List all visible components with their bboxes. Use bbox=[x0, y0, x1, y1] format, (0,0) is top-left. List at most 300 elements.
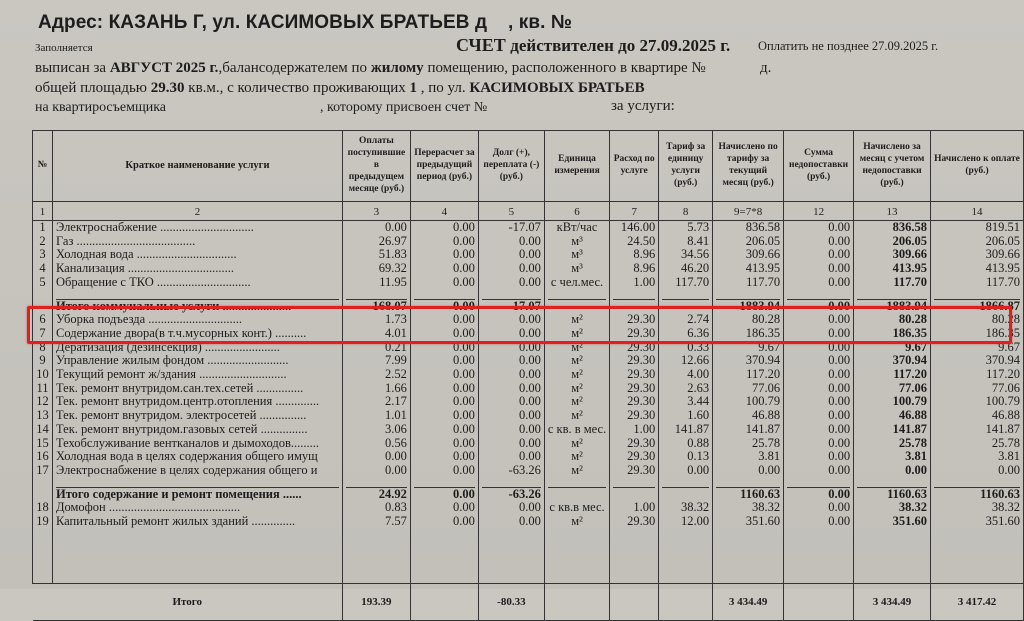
cell-usage: 1.00 bbox=[610, 501, 659, 515]
table-row bbox=[33, 354, 1024, 368]
cell-tariff: 0.13 bbox=[659, 450, 713, 464]
table-row bbox=[33, 248, 1024, 262]
cell-to-pay: 309.66 bbox=[931, 248, 1024, 262]
cell-charged-adj: 0.00 bbox=[854, 464, 931, 478]
row-number: 19 bbox=[33, 515, 53, 529]
spacer bbox=[659, 478, 713, 488]
empty-cell bbox=[610, 529, 659, 584]
cell-charged: 25.78 bbox=[713, 437, 784, 451]
colnum: 13 bbox=[854, 202, 931, 221]
cell-debt: 0.00 bbox=[478, 501, 544, 515]
cell-to-pay: 117.70 bbox=[931, 276, 1024, 290]
col-service: Краткое наименование услуги bbox=[52, 131, 342, 202]
spacer bbox=[52, 478, 342, 488]
cell-debt: 0.00 bbox=[478, 354, 544, 368]
spacer bbox=[610, 290, 659, 300]
cell-short: 0.00 bbox=[784, 395, 854, 409]
cell-unit: м² bbox=[544, 395, 609, 409]
subtotal-maintenance-row bbox=[33, 488, 1024, 502]
cell-short: 0.00 bbox=[784, 262, 854, 276]
colnum: 9=7*8 bbox=[713, 202, 784, 221]
col-debt: Долг (+), переплата (-) (руб.) bbox=[478, 131, 544, 202]
cell-charged-adj: 9.67 bbox=[854, 341, 931, 355]
cell-paid: 26.97 bbox=[342, 235, 410, 249]
service-name: Электроснабжение в целях содержания общего и bbox=[52, 464, 342, 478]
spacer bbox=[544, 478, 609, 488]
cell-charged-adj: 80.28 bbox=[854, 313, 931, 327]
cell-unit: м² bbox=[544, 450, 609, 464]
colnum: 14 bbox=[931, 202, 1024, 221]
colnum: 12 bbox=[784, 202, 854, 221]
cell-debt: 0.00 bbox=[478, 423, 544, 437]
cell-short: 0.00 bbox=[784, 248, 854, 262]
cell-debt: -63.26 bbox=[478, 464, 544, 478]
row-number: 2 bbox=[33, 235, 53, 249]
cell-to-pay: 25.78 bbox=[931, 437, 1024, 451]
service-name: Управление жилым фондом .......................... bbox=[52, 354, 342, 368]
spacer bbox=[713, 290, 784, 300]
total-label: Итого bbox=[33, 583, 343, 620]
cell-recalc: 0.00 bbox=[410, 276, 478, 290]
cell-to-pay: 413.95 bbox=[931, 262, 1024, 276]
service-name: Техобслуживание вентканалов и дымоходов......... bbox=[52, 437, 342, 451]
row-number: 5 bbox=[33, 276, 53, 290]
service-name: Обращение с ТКО .............................. bbox=[52, 276, 342, 290]
col-paid: Оплаты поступившие в предыдущем месяце (руб.) bbox=[342, 131, 410, 202]
cell-unit: м³ bbox=[544, 262, 609, 276]
cell-unit: м² bbox=[544, 313, 609, 327]
filled-note: Заполняется bbox=[35, 42, 93, 54]
apartment-text: помещению, расположенного в квартире № bbox=[423, 60, 706, 76]
cell-charged-adj: 117.70 bbox=[854, 276, 931, 290]
residents-label: кв.м., с количество проживающих bbox=[184, 80, 410, 96]
cell-to-pay: 46.88 bbox=[931, 409, 1024, 423]
service-name: Домофон .......................................... bbox=[52, 501, 342, 515]
holder-label: ,балансодержателем по bbox=[218, 60, 371, 76]
cell-paid: 69.32 bbox=[342, 262, 410, 276]
cell-paid: 11.95 bbox=[342, 276, 410, 290]
cell-to-pay: 100.79 bbox=[931, 395, 1024, 409]
spacer bbox=[854, 478, 931, 488]
cell-to-pay: 77.06 bbox=[931, 382, 1024, 396]
service-name: Текущий ремонт ж/здания ............................ bbox=[52, 368, 342, 382]
address-text: Адрес: КАЗАНЬ Г, ул. КАСИМОВЫХ БРАТЬЕВ д bbox=[38, 12, 488, 33]
cell-recalc: 0.00 bbox=[410, 423, 478, 437]
spacer bbox=[659, 290, 713, 300]
cell-charged: 46.88 bbox=[713, 409, 784, 423]
cell-recalc: 0.00 bbox=[410, 248, 478, 262]
cell-tariff: 46.20 bbox=[659, 262, 713, 276]
cell-debt: 0.00 bbox=[478, 341, 544, 355]
cell-paid: 0.83 bbox=[342, 501, 410, 515]
cell-unit: с кв. в мес. bbox=[544, 423, 609, 437]
cell-debt: 0.00 bbox=[478, 395, 544, 409]
row-number: 15 bbox=[33, 437, 53, 451]
cell-paid: 3.06 bbox=[342, 423, 410, 437]
service-name: Содержание двора(в т.ч.мусорных конт.) .......... bbox=[52, 327, 342, 341]
subtotal-label: Итого содержание и ремонт помещения ...... bbox=[52, 488, 342, 502]
spacer bbox=[854, 290, 931, 300]
cell-recalc: 0.00 bbox=[410, 382, 478, 396]
cell-short: 0.00 bbox=[784, 235, 854, 249]
table-row bbox=[33, 262, 1024, 276]
cell-debt: 0.00 bbox=[478, 382, 544, 396]
cell-short: 0.00 bbox=[784, 450, 854, 464]
cell-charged-adj: 836.58 bbox=[854, 221, 931, 235]
cell-short: 0.00 bbox=[784, 501, 854, 515]
table-row bbox=[33, 276, 1024, 290]
cell-paid: 168.07 bbox=[342, 300, 410, 314]
service-name: Тек. ремонт внутридом. электросетей ............... bbox=[52, 409, 342, 423]
cell-charged: 141.87 bbox=[713, 423, 784, 437]
cell-paid: 0.56 bbox=[342, 437, 410, 451]
cell-charged: 0.00 bbox=[713, 464, 784, 478]
spacer bbox=[52, 290, 342, 300]
cell-debt: -17.07 bbox=[478, 300, 544, 314]
cell-recalc: 0.00 bbox=[410, 354, 478, 368]
cell-charged-adj: 413.95 bbox=[854, 262, 931, 276]
cell-charged-adj: 38.32 bbox=[854, 501, 931, 515]
invoice-title-word: СЧЕТ bbox=[456, 35, 506, 55]
area-value: 29.30 bbox=[150, 80, 185, 96]
cell-recalc: 0.00 bbox=[410, 464, 478, 478]
table-row bbox=[33, 221, 1024, 235]
cell-recalc: 0.00 bbox=[410, 327, 478, 341]
table-row bbox=[33, 327, 1024, 341]
cell-short: 0.00 bbox=[784, 341, 854, 355]
cell-charged-adj: 370.94 bbox=[854, 354, 931, 368]
cell-charged-adj: 1883.94 bbox=[854, 300, 931, 314]
service-name: Дератизация (дезинсекция) ........................ bbox=[52, 341, 342, 355]
table-row bbox=[33, 409, 1024, 423]
table-row bbox=[33, 464, 1024, 478]
cell-short: 0.00 bbox=[784, 423, 854, 437]
empty-cell bbox=[544, 300, 609, 314]
cell-charged: 100.79 bbox=[713, 395, 784, 409]
spacer bbox=[784, 478, 854, 488]
row-number: 16 bbox=[33, 450, 53, 464]
cell-charged: 836.58 bbox=[713, 221, 784, 235]
cell-paid: 51.83 bbox=[342, 248, 410, 262]
cell-usage: 29.30 bbox=[610, 464, 659, 478]
account-label: , которому присвоен счет № bbox=[320, 100, 488, 115]
colnum: 5 bbox=[478, 202, 544, 221]
billing-period: АВГУСТ 2025 г. bbox=[109, 60, 219, 76]
cell-debt: -17.07 bbox=[478, 221, 544, 235]
cell-tariff: 1.60 bbox=[659, 409, 713, 423]
cell-tariff: 34.56 bbox=[659, 248, 713, 262]
row-number: 3 bbox=[33, 248, 53, 262]
cell-to-pay: 80.28 bbox=[931, 313, 1024, 327]
cell-unit: м² bbox=[544, 327, 609, 341]
cell-debt: 0.00 bbox=[478, 515, 544, 529]
cell-to-pay: 370.94 bbox=[931, 354, 1024, 368]
services-table bbox=[32, 130, 1024, 621]
spacer-row bbox=[33, 478, 1024, 488]
colnum: 7 bbox=[610, 202, 659, 221]
table-row bbox=[33, 313, 1024, 327]
cell-recalc: 0.00 bbox=[410, 313, 478, 327]
cell-to-pay: 3.81 bbox=[931, 450, 1024, 464]
address-line bbox=[38, 12, 573, 34]
cell-charged: 309.66 bbox=[713, 248, 784, 262]
cell-debt: 0.00 bbox=[478, 235, 544, 249]
row-number: 4 bbox=[33, 262, 53, 276]
apartment-label: , кв. № bbox=[508, 12, 573, 33]
colnum: 8 bbox=[659, 202, 713, 221]
cell-to-pay: 141.87 bbox=[931, 423, 1024, 437]
cell-paid: 0.00 bbox=[342, 464, 410, 478]
spacer bbox=[33, 300, 53, 314]
empty-cell bbox=[659, 488, 713, 502]
cell-charged: 351.60 bbox=[713, 515, 784, 529]
cell-charged: 117.20 bbox=[713, 368, 784, 382]
col-unit: Единица измерения bbox=[544, 131, 609, 202]
table-row bbox=[33, 501, 1024, 515]
cell-tariff: 2.74 bbox=[659, 313, 713, 327]
cell-usage: 8.96 bbox=[610, 248, 659, 262]
cell-recalc: 0.00 bbox=[410, 221, 478, 235]
cell-debt: -63.26 bbox=[478, 488, 544, 502]
col-shortfall: Сумма недопоставки (руб.) bbox=[784, 131, 854, 202]
cell-tariff: 3.44 bbox=[659, 395, 713, 409]
cell-charged-adj: 1160.63 bbox=[854, 488, 931, 502]
empty-cell bbox=[478, 529, 544, 584]
street-value: КАСИМОВЫХ БРАТЬЕВ bbox=[469, 80, 645, 96]
row-number: 11 bbox=[33, 382, 53, 396]
spacer bbox=[931, 290, 1024, 300]
cell-short: 0.00 bbox=[784, 354, 854, 368]
cell-usage: 29.30 bbox=[610, 395, 659, 409]
col-charged: Начислено по тарифу за текущий месяц (руб.) bbox=[713, 131, 784, 202]
table-row bbox=[33, 341, 1024, 355]
cell-paid: 24.92 bbox=[342, 488, 410, 502]
spacer bbox=[33, 290, 53, 300]
spacer-row bbox=[33, 290, 1024, 300]
cell-paid: 0.00 bbox=[342, 221, 410, 235]
cell-paid: 7.99 bbox=[342, 354, 410, 368]
area-line bbox=[35, 80, 645, 97]
cell-recalc: 0.00 bbox=[410, 300, 478, 314]
table-row bbox=[33, 437, 1024, 451]
cell-to-pay: 1866.87 bbox=[931, 300, 1024, 314]
spacer bbox=[342, 478, 410, 488]
tenant-label: на квартиросъемщика bbox=[35, 100, 167, 115]
row-number: 1 bbox=[33, 221, 53, 235]
cell-charged: 80.28 bbox=[713, 313, 784, 327]
colnum: 2 bbox=[52, 202, 342, 221]
spacer bbox=[713, 478, 784, 488]
cell-short: 0.00 bbox=[784, 488, 854, 502]
cell-usage: 29.30 bbox=[610, 409, 659, 423]
cell-tariff: 0.33 bbox=[659, 341, 713, 355]
table-row bbox=[33, 423, 1024, 437]
cell-to-pay: 186.35 bbox=[931, 327, 1024, 341]
col-recalc: Перерасчет за предыдущий период (руб.) bbox=[410, 131, 478, 202]
cell-to-pay: 0.00 bbox=[931, 464, 1024, 478]
cell-usage: 24.50 bbox=[610, 235, 659, 249]
subtotal-utilities-row bbox=[33, 300, 1024, 314]
empty-cell bbox=[342, 529, 410, 584]
cell-debt: 0.00 bbox=[478, 276, 544, 290]
cell-usage: 29.30 bbox=[610, 327, 659, 341]
cell-tariff: 0.88 bbox=[659, 437, 713, 451]
cell-usage: 29.30 bbox=[610, 450, 659, 464]
cell-debt: 0.00 bbox=[478, 248, 544, 262]
cell-recalc: 0.00 bbox=[410, 368, 478, 382]
empty-cell bbox=[610, 488, 659, 502]
service-name: Газ ...................................... bbox=[52, 235, 342, 249]
col-tariff: Тариф за единицу услуги (руб.) bbox=[659, 131, 713, 202]
cell-usage: 29.30 bbox=[610, 354, 659, 368]
service-name: Уборка подъезда .............................. bbox=[52, 313, 342, 327]
cell-charged-adj: 77.06 bbox=[854, 382, 931, 396]
cell-recalc: 0.00 bbox=[410, 501, 478, 515]
cell-unit: м² bbox=[544, 409, 609, 423]
cell-recalc: 0.00 bbox=[410, 450, 478, 464]
service-name: Холодная вода в целях содержания общего имущ bbox=[52, 450, 342, 464]
col-usage: Расход по услуге bbox=[610, 131, 659, 202]
cell-recalc: 0.00 bbox=[410, 437, 478, 451]
cell-usage: 29.30 bbox=[610, 382, 659, 396]
cell-charged-adj: 309.66 bbox=[854, 248, 931, 262]
cell-recalc: 0.00 bbox=[410, 262, 478, 276]
cell-charged: 413.95 bbox=[713, 262, 784, 276]
cell-debt: 0.00 bbox=[478, 450, 544, 464]
colnum: 1 bbox=[33, 202, 53, 221]
cell-paid: 2.52 bbox=[342, 368, 410, 382]
table-row bbox=[33, 515, 1024, 529]
cell-charged: 77.06 bbox=[713, 382, 784, 396]
cell-unit: м³ bbox=[544, 248, 609, 262]
valid-until: действителен до 27.09.2025 г. bbox=[510, 36, 731, 55]
service-name: Электроснабжение .............................. bbox=[52, 221, 342, 235]
cell-charged-adj: 100.79 bbox=[854, 395, 931, 409]
cell-unit: м³ bbox=[544, 235, 609, 249]
total-charged: 3 434.49 bbox=[713, 583, 784, 620]
cell-tariff: 12.66 bbox=[659, 354, 713, 368]
row-number: 9 bbox=[33, 354, 53, 368]
spacer bbox=[410, 290, 478, 300]
empty-cell bbox=[610, 300, 659, 314]
cell-paid: 1.66 bbox=[342, 382, 410, 396]
row-number: 8 bbox=[33, 341, 53, 355]
cell-tariff: 0.00 bbox=[659, 464, 713, 478]
service-name: Канализация .................................. bbox=[52, 262, 342, 276]
row-number: 12 bbox=[33, 395, 53, 409]
cell-tariff: 38.32 bbox=[659, 501, 713, 515]
row-number: 7 bbox=[33, 327, 53, 341]
row-number: 10 bbox=[33, 368, 53, 382]
cell-recalc: 0.00 bbox=[410, 409, 478, 423]
cell-tariff: 6.36 bbox=[659, 327, 713, 341]
cell-charged: 3.81 bbox=[713, 450, 784, 464]
cell-short: 0.00 bbox=[784, 327, 854, 341]
cell-tariff: 141.87 bbox=[659, 423, 713, 437]
residents-value: 1 bbox=[409, 80, 418, 96]
table-row bbox=[33, 235, 1024, 249]
cell-charged: 1160.63 bbox=[713, 488, 784, 502]
cell-short: 0.00 bbox=[784, 276, 854, 290]
cell-short: 0.00 bbox=[784, 382, 854, 396]
spacer bbox=[478, 290, 544, 300]
cell-short: 0.00 bbox=[784, 409, 854, 423]
cell-charged-adj: 25.78 bbox=[854, 437, 931, 451]
row-number: 13 bbox=[33, 409, 53, 423]
total-paid: 193.39 bbox=[342, 583, 410, 620]
cell-charged-adj: 141.87 bbox=[854, 423, 931, 437]
service-name: Капитальный ремонт жилых зданий .............. bbox=[52, 515, 342, 529]
cell-charged: 206.05 bbox=[713, 235, 784, 249]
issued-line bbox=[35, 60, 706, 77]
premise-type: жилому bbox=[370, 60, 424, 76]
cell-charged: 117.70 bbox=[713, 276, 784, 290]
table-row bbox=[33, 395, 1024, 409]
empty-cell bbox=[544, 488, 609, 502]
cell-tariff: 12.00 bbox=[659, 515, 713, 529]
spacer bbox=[410, 478, 478, 488]
empty-cell bbox=[52, 529, 342, 584]
cell-paid: 2.17 bbox=[342, 395, 410, 409]
header-row bbox=[33, 131, 1024, 202]
column-number-row bbox=[33, 202, 1024, 221]
cell-usage: 29.30 bbox=[610, 515, 659, 529]
issued-label: выписан за bbox=[35, 60, 110, 76]
cell-unit: с чел.мес. bbox=[544, 276, 609, 290]
cell-short: 0.00 bbox=[784, 464, 854, 478]
cell-unit: м² bbox=[544, 515, 609, 529]
cell-tariff: 4.00 bbox=[659, 368, 713, 382]
spacer bbox=[931, 478, 1024, 488]
cell-to-pay: 206.05 bbox=[931, 235, 1024, 249]
cell-to-pay: 9.67 bbox=[931, 341, 1024, 355]
col-no: № bbox=[33, 131, 53, 202]
total-charged-adj: 3 434.49 bbox=[854, 583, 931, 620]
cell-usage: 1.00 bbox=[610, 276, 659, 290]
colnum: 3 bbox=[342, 202, 410, 221]
empty-cell bbox=[713, 529, 784, 584]
row-number: 14 bbox=[33, 423, 53, 437]
cell-charged: 1883.94 bbox=[713, 300, 784, 314]
cell-usage: 29.30 bbox=[610, 313, 659, 327]
spacer bbox=[33, 488, 53, 502]
cell-unit: м² bbox=[544, 382, 609, 396]
cell-to-pay: 38.32 bbox=[931, 501, 1024, 515]
table-row bbox=[33, 450, 1024, 464]
cell-charged-adj: 186.35 bbox=[854, 327, 931, 341]
cell-recalc: 0.00 bbox=[410, 395, 478, 409]
cell-paid: 1.73 bbox=[342, 313, 410, 327]
cell-to-pay: 117.20 bbox=[931, 368, 1024, 382]
empty-cell bbox=[784, 529, 854, 584]
table-row bbox=[33, 382, 1024, 396]
cell-unit: м² bbox=[544, 437, 609, 451]
cell-debt: 0.00 bbox=[478, 327, 544, 341]
cell-paid: 0.21 bbox=[342, 341, 410, 355]
invoice-title bbox=[456, 35, 730, 56]
cell-usage: 146.00 bbox=[610, 221, 659, 235]
row-number: 17 bbox=[33, 464, 53, 478]
empty-cell bbox=[544, 529, 609, 584]
house-label: д. bbox=[760, 60, 772, 76]
service-name: Тек. ремонт внутридом.газовых сетей ............... bbox=[52, 423, 342, 437]
cell-charged-adj: 117.20 bbox=[854, 368, 931, 382]
total-debt: -80.33 bbox=[478, 583, 544, 620]
area-label: общей площадью bbox=[35, 80, 151, 96]
empty-cell bbox=[854, 529, 931, 584]
cell-unit: с кв.в мес. bbox=[544, 501, 609, 515]
cell-usage: 1.00 bbox=[610, 423, 659, 437]
